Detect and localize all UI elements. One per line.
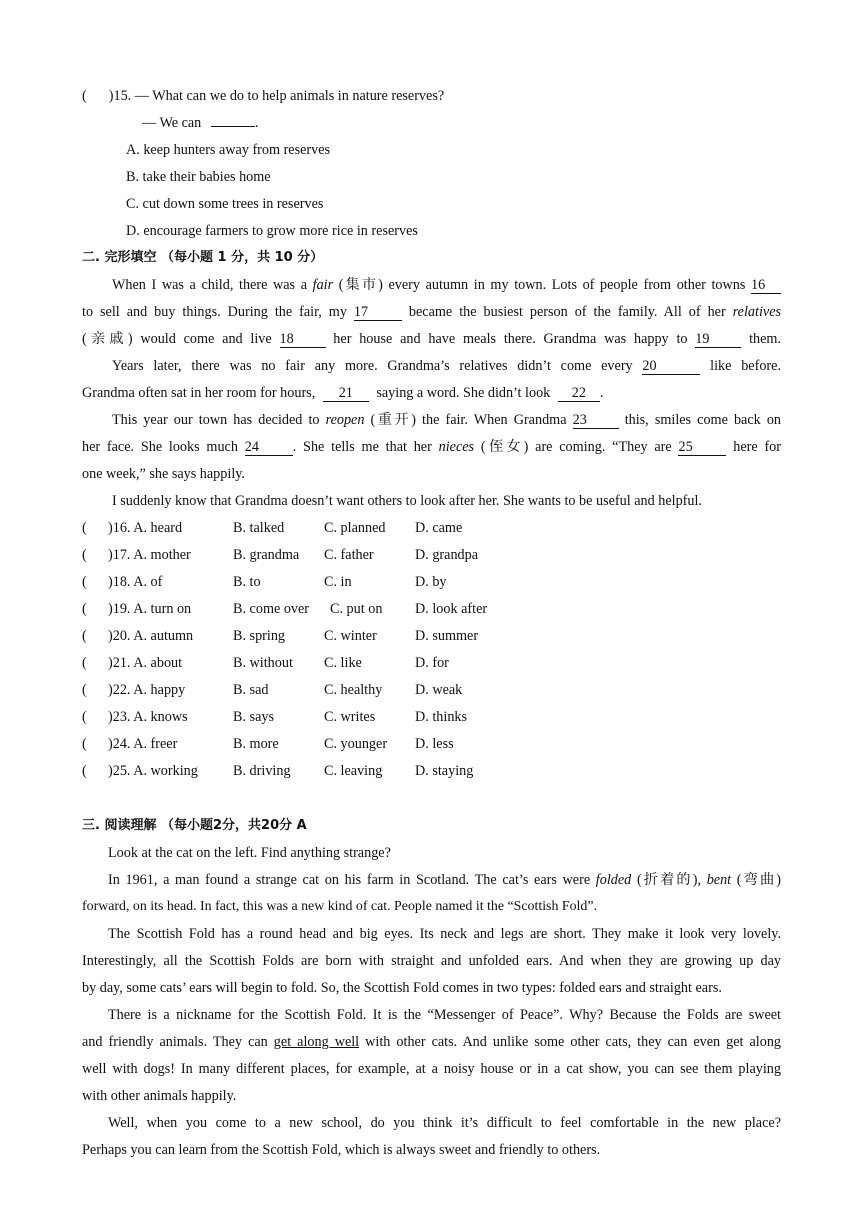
option-a: A. keep hunters away from reserves [126,142,331,158]
option-b: B. sad [233,682,269,698]
reading-line-12: Perhaps you can learn from the Scottish Fold, which is always sweet and friendly to others. [82,1142,601,1158]
option-c: C. planned [324,520,386,536]
reading-line-10: with other animals happily. [82,1088,237,1104]
answer-paren[interactable]: ( [82,736,87,752]
option-a: )17. A. mother [108,547,191,563]
italic-word-nieces: nieces [438,439,475,455]
option-c: C. leaving [324,763,383,779]
option-a: )24. A. freer [108,736,178,752]
reading-line-9: well with dogs! In many different places, for example, at a noisy house or in a cat show, you can see them playing [82,1061,781,1077]
reading-line-4: The Scottish Fold has a round head and big eyes. Its neck and legs are short. They make it look very lovely. [108,926,781,942]
option-d: D. look after [415,601,488,617]
option-d: D. weak [415,682,463,698]
option-c: C. younger [324,736,388,752]
answer-paren-close: ) [108,88,114,104]
option-d: D. came [415,520,463,536]
option-d: D. staying [415,763,474,779]
option-c: C. in [324,574,352,590]
option-c: C. writes [324,709,376,725]
blank-18[interactable]: 18 [280,332,326,348]
blank-17[interactable]: 17 [354,305,402,321]
italic-word-relatives: relatives [732,304,782,320]
option-b: B. without [233,655,293,671]
option-a: )25. A. working [108,763,198,779]
option-b: B. come over [233,601,310,617]
reading-line-2: In 1961, a man found a strange cat on his farm in Scotland. The cat’s ears were folded (折着的), bent (弯曲) [108,872,782,888]
blank-24[interactable]: 24 [245,440,293,456]
option-a: )19. A. turn on [108,601,192,617]
answer-paren[interactable]: ( [82,655,87,671]
option-b: B. driving [233,763,291,779]
answer-paren[interactable]: ( [82,601,87,617]
answer-paren-open: ( [82,88,87,104]
reading-line-5: Interestingly, all the Scottish Folds are born with straight and unfolded ears. And when they are growing up day [82,953,781,969]
option-c: C. cut down some trees in reserves [126,196,324,212]
question-15-text: 15. — What can we do to help animals in nature reserves? [113,88,445,104]
option-b: B. take their babies home [126,169,271,185]
option-b: B. says [233,709,274,725]
blank-23[interactable]: 23 [573,413,619,429]
answer-paren[interactable]: ( [82,520,87,536]
option-b: B. more [233,736,279,752]
answer-paren[interactable]: ( [82,709,87,725]
option-b: B. talked [233,520,285,536]
answer-blank[interactable] [211,126,255,127]
question-15 [82,86,444,106]
option-a: )22. A. happy [108,682,186,698]
option-d: D. less [415,736,454,752]
italic-word-folded: folded [595,872,632,888]
reading-line-8: and friendly animals. They can get along well with other cats. And unlike some other cats, they can even get along [82,1034,782,1050]
option-c: C. put on [330,601,383,617]
option-a: )20. A. autumn [108,628,194,644]
answer-paren[interactable]: ( [82,574,87,590]
blank-20[interactable]: 20 [642,359,700,375]
option-c: C. father [324,547,374,563]
reading-line-6: by day, some cats’ ears will begin to fold. So, the Scottish Fold comes in two types: folded ears and straight ears. [82,980,722,996]
option-a: )21. A. about [108,655,183,671]
reading-line-1: Look at the cat on the left. Find anything strange? [108,845,391,861]
blank-16[interactable]: 16 [751,278,781,294]
option-c: C. winter [324,628,377,644]
option-c: C. like [324,655,362,671]
italic-word-bent: bent [706,872,732,888]
option-a: )18. A. of [108,574,163,590]
passage-line-3: (亲戚) would come and live 18 her house and have meals there. Grandma was happy to 19 them. [82,331,781,347]
answer-paren[interactable]: ( [82,547,87,563]
italic-word-reopen: reopen [325,412,365,428]
option-d: D. thinks [415,709,468,725]
option-d: D. by [415,574,447,590]
blank-19[interactable]: 19 [695,332,741,348]
reading-line-3: forward, on its head. In fact, this was a new kind of cat. People named it the “Scottish Fold”. [82,899,597,914]
answer-paren[interactable]: ( [82,763,87,779]
answer-prefix: — We can [142,115,202,131]
answer-paren[interactable]: ( [82,682,87,698]
passage-line-6: This year our town has decided to reopen (重开) the fair. When Grandma 23 this, smiles come back on [112,412,782,428]
passage-line-7: her face. She looks much 24 . She tells me that her nieces (侄女) are coming. “They are 25 here for [82,439,782,455]
option-d: D. for [415,655,449,671]
answer-paren[interactable]: ( [82,628,87,644]
question-15-answer-line [142,113,258,133]
answer-suffix: . [254,115,259,131]
passage-line-8: one week,” she says happily. [82,466,245,482]
option-d: D. summer [415,628,479,644]
option-d: D. encourage farmers to grow more rice in reserves [126,223,418,239]
underlined-phrase: get along well [273,1034,360,1050]
option-a: )23. A. knows [108,709,188,725]
section-3-heading: 三. 阅读理解 （每小题2分，共20分 A [82,818,307,833]
passage-line-1: When I was a child, there was a fair (集市) every autumn in my town. Lots of people from other towns 16 [112,275,781,295]
option-c: C. healthy [324,682,383,698]
option-b: B. grandma [233,547,300,563]
blank-21[interactable]: 21 [323,386,369,402]
option-d: D. grandpa [415,547,479,563]
reading-line-11: Well, when you come to a new school, do you think it’s difficult to feel comfortable in the new place? [108,1115,781,1131]
italic-word-fair: fair [312,277,334,293]
passage-line-9: I suddenly know that Grandma doesn’t want others to look after her. She wants to be useful and helpful. [112,493,702,509]
option-b: B. to [233,574,261,590]
option-b: B. spring [233,628,286,644]
passage-line-4: Years later, there was no fair any more. Grandma’s relatives didn’t come every 20 like before. [112,358,781,374]
passage-line-2: to sell and buy things. During the fair, my 17 became the busiest person of the family. All of her relatives [82,304,782,320]
section-2-heading: 二. 完形填空 （每小题 1 分，共 10 分） [82,250,324,265]
reading-line-7: There is a nickname for the Scottish Fold. It is the “Messenger of Peace”. Why? Because the Folds are sweet [108,1007,781,1023]
passage-line-5: Grandma often sat in her room for hours, 21 saying a word. She didn’t look 22 . [82,385,604,401]
blank-25[interactable]: 25 [678,440,726,456]
option-a: )16. A. heard [108,520,183,536]
blank-22[interactable]: 22 [558,386,600,402]
